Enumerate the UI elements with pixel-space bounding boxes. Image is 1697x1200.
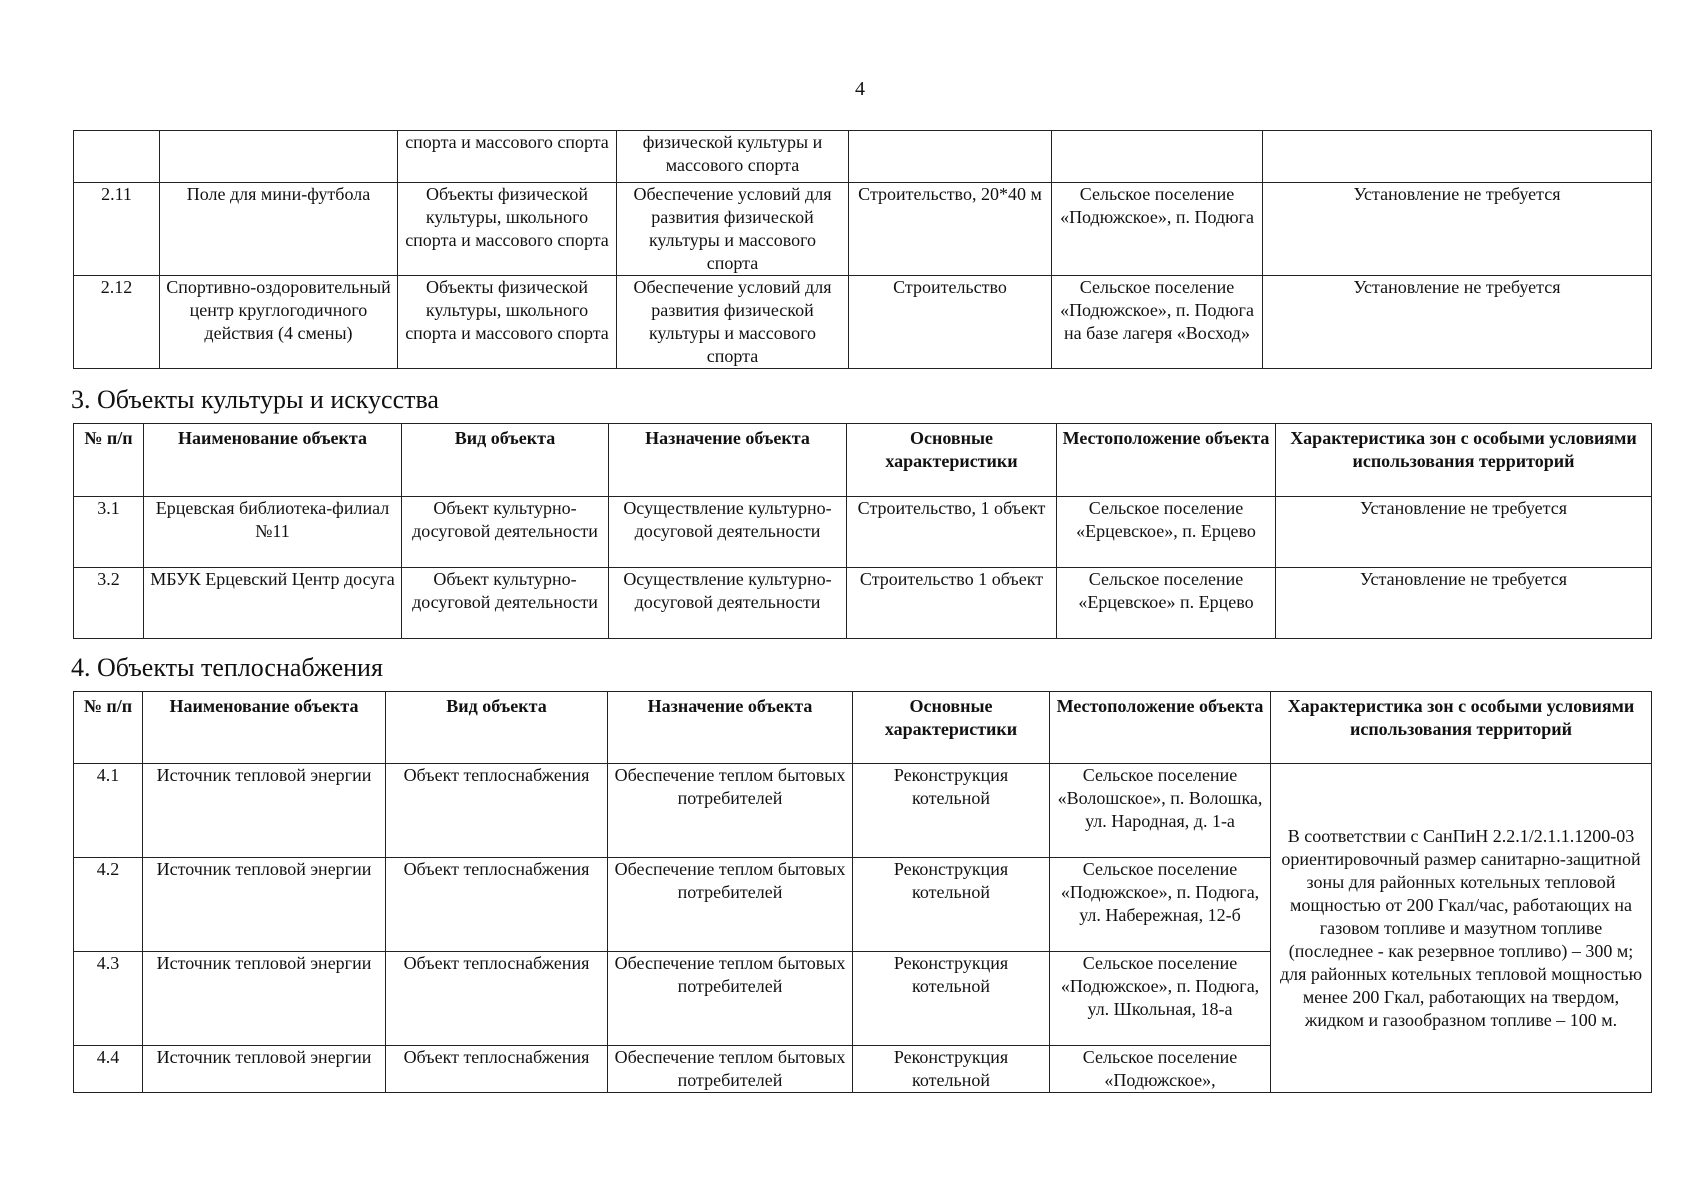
cell-type: Объекты физической культуры, школьного спорта и массового спорта: [398, 183, 617, 276]
cell-chars: Реконструкция котельной: [853, 952, 1050, 1046]
cell-num: 3.2: [74, 568, 144, 639]
table-row: [74, 568, 1652, 639]
cell-location: Сельское поселение «Подюжское», п. Подюга: [1052, 183, 1263, 276]
cell-purpose: Обеспечение теплом бытовых потребителей: [608, 858, 853, 952]
cell-name: МБУК Ерцевский Центр досуга: [144, 568, 402, 639]
cell-location: Сельское поселение «Подюжское», п. Подюга, ул. Набережная, 12-б: [1050, 858, 1271, 952]
cell-name: Ерцевская библиотека-филиал №11: [144, 497, 402, 568]
cell-num: 4.2: [74, 858, 143, 952]
cell-name: Источник тепловой энергии: [143, 1046, 386, 1093]
cell-chars: [849, 131, 1052, 183]
cell-location: Сельское поселение «Ерцевское» п. Ерцево: [1057, 568, 1276, 639]
header-type: Вид объекта: [402, 424, 609, 497]
table-row: [74, 131, 1652, 183]
cell-chars: Строительство: [849, 276, 1052, 369]
culture-objects-table: [73, 423, 1652, 639]
cell-name: Спортивно-оздоровительный центр круглогодичного действия (4 смены): [160, 276, 398, 369]
cell-zones: Установление не требуется: [1276, 568, 1652, 639]
cell-name: Поле для мини-футбола: [160, 183, 398, 276]
cell-purpose: физической культуры и массового спорта: [617, 131, 849, 183]
sport-objects-table-continued: [73, 130, 1652, 369]
header-location: Местоположение объекта: [1057, 424, 1276, 497]
cell-type: Объект теплоснабжения: [386, 764, 608, 858]
cell-chars: Реконструкция котельной: [853, 764, 1050, 858]
cell-location: Сельское поселение «Подюжское»,: [1050, 1046, 1271, 1093]
header-name: Наименование объекта: [144, 424, 402, 497]
table-row: [74, 183, 1652, 276]
cell-zones: Установление не требуется: [1276, 497, 1652, 568]
cell-type: Объект культурно-досуговой деятельности: [402, 497, 609, 568]
cell-location: Сельское поселение «Ерцевское», п. Ерцево: [1057, 497, 1276, 568]
heat-supply-objects-table: [73, 691, 1652, 1093]
page-number: 4: [855, 78, 865, 100]
cell-chars: Строительство, 1 объект: [847, 497, 1057, 568]
cell-type: Объекты физической культуры, школьного спорта и массового спорта: [398, 276, 617, 369]
cell-purpose: Обеспечение условий для развития физической культуры и массового спорта: [617, 183, 849, 276]
cell-name: Источник тепловой энергии: [143, 858, 386, 952]
cell-zones-merged: В соответствии с СанПиН 2.2.1/2.1.1.1200-03 ориентировочный размер санитарно-защитной зоны для районных котельных тепловой мощностью от 200 Гкал/час, работающих на газовом топливе и мазутном топливе (последнее - как резервное топливо) – 300 м; для районных котельных тепловой мощностью менее 200 Гкал, работающих на твердом, жидком и газообразном топливе – 100 м.: [1271, 764, 1652, 1093]
cell-chars: Реконструкция котельной: [853, 858, 1050, 952]
table-header-row: [74, 692, 1652, 764]
cell-num: [74, 131, 160, 183]
cell-name: [160, 131, 398, 183]
cell-purpose: Обеспечение теплом бытовых потребителей: [608, 952, 853, 1046]
cell-location: Сельское поселение «Волошское», п. Волошка, ул. Народная, д. 1-а: [1050, 764, 1271, 858]
cell-chars: Реконструкция котельной: [853, 1046, 1050, 1093]
cell-name: Источник тепловой энергии: [143, 952, 386, 1046]
header-num: № п/п: [74, 692, 143, 764]
cell-type: Объект теплоснабжения: [386, 858, 608, 952]
table-header-row: [74, 424, 1652, 497]
cell-num: 2.12: [74, 276, 160, 369]
section-4-title: 4. Объекты теплоснабжения: [71, 653, 383, 682]
cell-purpose: Осуществление культурно-досуговой деятельности: [609, 497, 847, 568]
cell-num: 4.1: [74, 764, 143, 858]
header-chars: Основные характеристики: [847, 424, 1057, 497]
header-type: Вид объекта: [386, 692, 608, 764]
cell-zones: Установление не требуется: [1263, 183, 1652, 276]
cell-zones: Установление не требуется: [1263, 276, 1652, 369]
cell-purpose: Обеспечение теплом бытовых потребителей: [608, 1046, 853, 1093]
header-zones: Характеристика зон с особыми условиями использования территорий: [1276, 424, 1652, 497]
header-name: Наименование объекта: [143, 692, 386, 764]
cell-num: 3.1: [74, 497, 144, 568]
header-purpose: Назначение объекта: [609, 424, 847, 497]
cell-type: Объект культурно-досуговой деятельности: [402, 568, 609, 639]
header-purpose: Назначение объекта: [608, 692, 853, 764]
header-zones: Характеристика зон с особыми условиями использования территорий: [1271, 692, 1652, 764]
cell-purpose: Обеспечение условий для развития физической культуры и массового спорта: [617, 276, 849, 369]
section-3-title: 3. Объекты культуры и искусства: [71, 385, 439, 414]
cell-type: Объект теплоснабжения: [386, 1046, 608, 1093]
cell-name: Источник тепловой энергии: [143, 764, 386, 858]
cell-num: 4.3: [74, 952, 143, 1046]
table-row: [74, 276, 1652, 369]
cell-zones: [1263, 131, 1652, 183]
cell-num: 2.11: [74, 183, 160, 276]
table-row: [74, 497, 1652, 568]
cell-type: Объект теплоснабжения: [386, 952, 608, 1046]
cell-location: Сельское поселение «Подюжское», п. Подюга, ул. Школьная, 18-а: [1050, 952, 1271, 1046]
cell-location: [1052, 131, 1263, 183]
cell-location: Сельское поселение «Подюжское», п. Подюга на базе лагеря «Восход»: [1052, 276, 1263, 369]
cell-type: спорта и массового спорта: [398, 131, 617, 183]
table-row: [74, 764, 1652, 858]
cell-chars: Строительство, 20*40 м: [849, 183, 1052, 276]
header-chars: Основные характеристики: [853, 692, 1050, 764]
cell-purpose: Осуществление культурно-досуговой деятельности: [609, 568, 847, 639]
cell-num: 4.4: [74, 1046, 143, 1093]
cell-chars: Строительство 1 объект: [847, 568, 1057, 639]
cell-purpose: Обеспечение теплом бытовых потребителей: [608, 764, 853, 858]
header-location: Местоположение объекта: [1050, 692, 1271, 764]
header-num: № п/п: [74, 424, 144, 497]
